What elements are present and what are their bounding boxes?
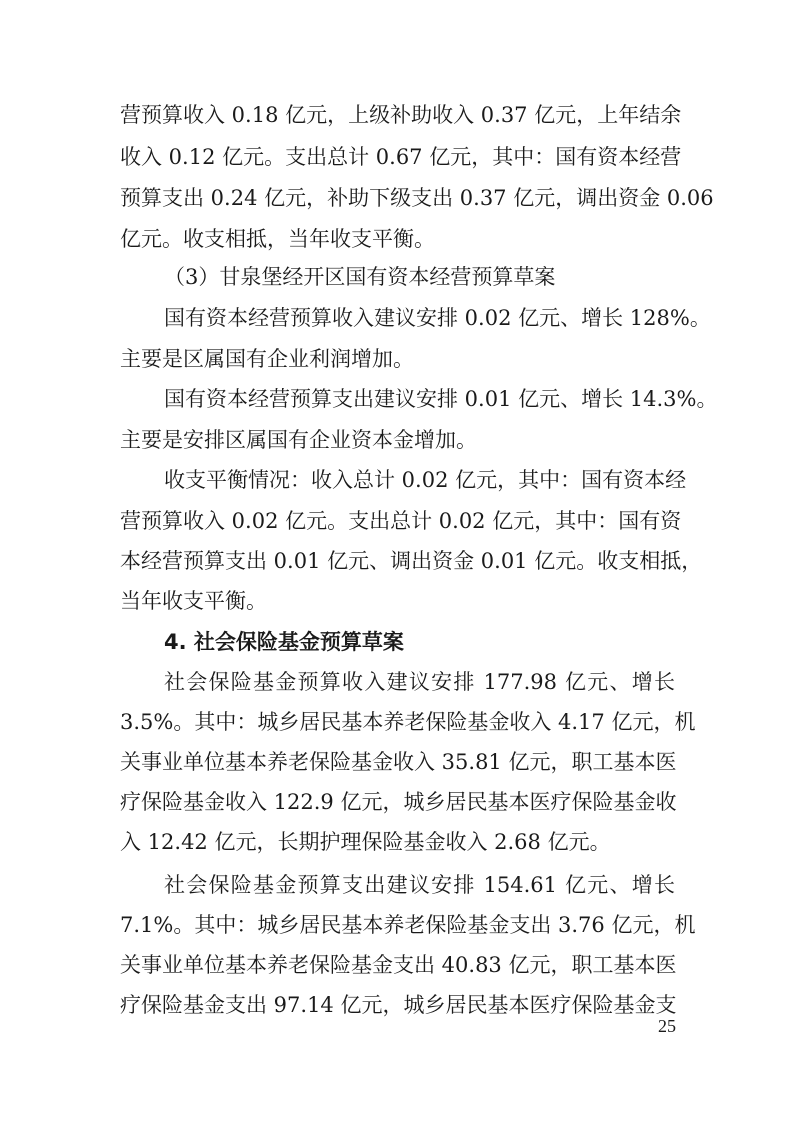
paragraph-line: 营预算收入 0.02 亿元。支出总计 0.02 亿元，其中：国有资 xyxy=(120,509,682,533)
paragraph-line: 主要是区属国有企业利润增加。 xyxy=(120,347,414,371)
section-subheading: （3）甘泉堡经开区国有资本经营预算草案 xyxy=(164,265,556,289)
paragraph-line: 关事业单位基本养老保险基金收入 35.81 亿元，职工基本医 xyxy=(120,750,677,774)
paragraph-line: 营预算收入 0.18 亿元，上级补助收入 0.37 亿元，上年结余 xyxy=(120,103,682,127)
paragraph-line: 3.5%。其中：城乡居民基本养老保险基金收入 4.17 亿元，机 xyxy=(120,710,696,734)
paragraph-line: 疗保险基金支出 97.14 亿元，城乡居民基本医疗保险基金支 xyxy=(120,993,677,1017)
paragraph-line: 国有资本经营预算收入建议安排 0.02 亿元、增长 128%。 xyxy=(164,306,711,330)
paragraph-line: 亿元。收支相抵，当年收支平衡。 xyxy=(120,227,435,251)
paragraph-line: 收支平衡情况：收入总计 0.02 亿元，其中：国有资本经 xyxy=(164,468,687,492)
page-number: 25 xyxy=(658,1016,676,1036)
paragraph-line: 当年收支平衡。 xyxy=(120,589,267,613)
paragraph-line: 主要是安排区属国有企业资本金增加。 xyxy=(120,428,477,452)
paragraph-line: 入 12.42 亿元，长期护理保险基金收入 2.68 亿元。 xyxy=(120,830,611,854)
paragraph-line: 国有资本经营预算支出建议安排 0.01 亿元、增长 14.3%。 xyxy=(164,387,718,411)
paragraph-line: 社会保险基金预算支出建议安排 154.61 亿元、增长 xyxy=(164,873,675,897)
paragraph-line: 收入 0.12 亿元。支出总计 0.67 亿元，其中：国有资本经营 xyxy=(120,145,682,169)
section-heading: 4. 社会保险基金预算草案 xyxy=(164,630,404,654)
paragraph-line: 预算支出 0.24 亿元，补助下级支出 0.37 亿元，调出资金 0.06 xyxy=(120,186,714,210)
paragraph-line: 社会保险基金预算收入建议安排 177.98 亿元、增长 xyxy=(164,670,675,694)
paragraph-line: 本经营预算支出 0.01 亿元、调出资金 0.01 亿元。收支相抵， xyxy=(120,549,703,573)
paragraph-line: 关事业单位基本养老保险基金支出 40.83 亿元，职工基本医 xyxy=(120,953,677,977)
paragraph-line: 7.1%。其中：城乡居民基本养老保险基金支出 3.76 亿元，机 xyxy=(120,913,696,937)
paragraph-line: 疗保险基金收入 122.9 亿元，城乡居民基本医疗保险基金收 xyxy=(120,790,677,814)
